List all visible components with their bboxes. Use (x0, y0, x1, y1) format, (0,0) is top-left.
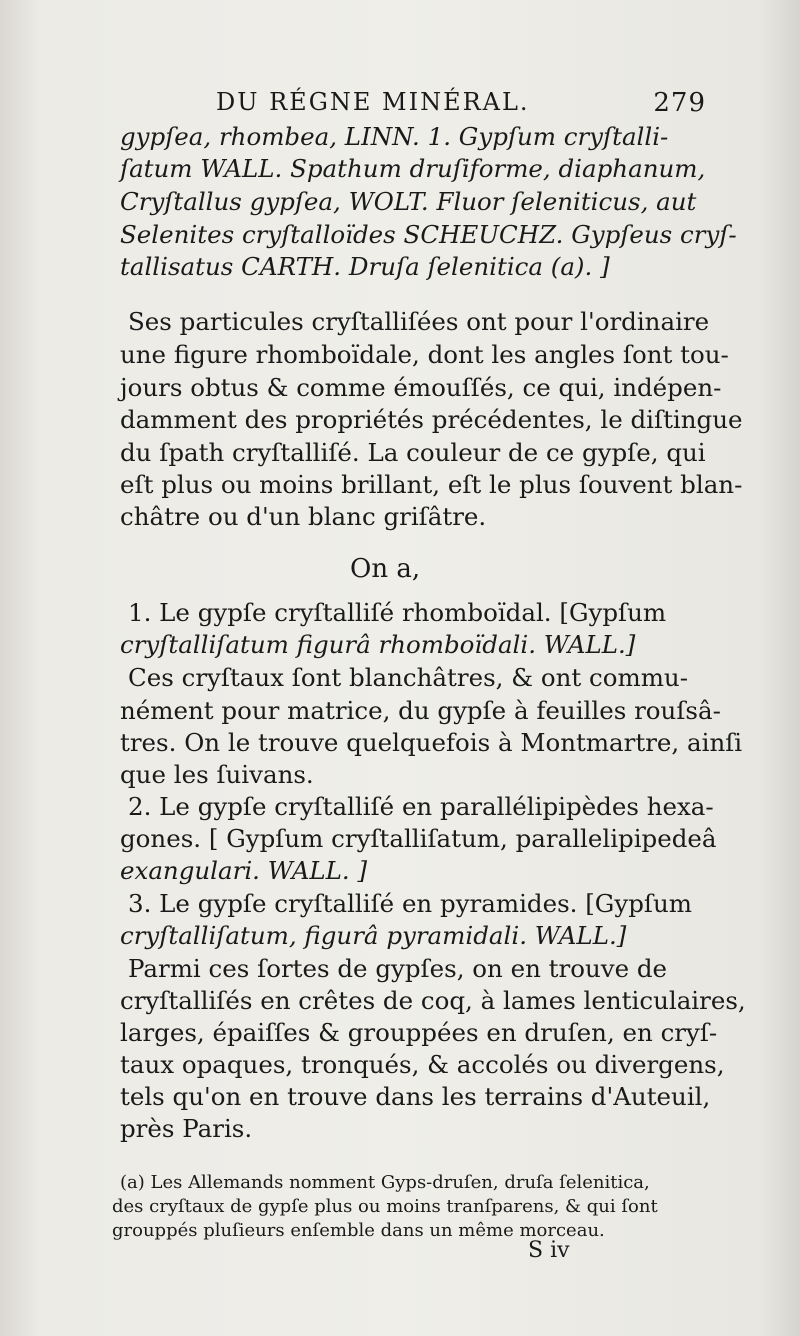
text-line-27: larges, épaiſſes & grouppées en druſen, en cryſ- (120, 1018, 718, 1047)
text-line-20: 2. Le gypſe cryſtalliſé en parallélipipèdes hexa- (128, 792, 714, 821)
text-line-3: Cryſtallus gypſea, WOLT. Fluor ſeleniticus, aut (120, 187, 697, 216)
text-line-8: jours obtus & comme émouſſés, ce qui, indépen- (120, 373, 722, 402)
text-line-25: Parmi ces ſortes de gypſes, on en trouve de (128, 954, 668, 983)
text-line-16: Ces cryſtaux ſont blanchâtres, & ont commu- (128, 663, 688, 692)
text-line-7: une figure rhomboïdale, dont les angles ſont tou- (120, 340, 729, 369)
footnote-line-2: des cryſtaux de gypſe plus ou moins tranſparens, & qui ſont (112, 1196, 658, 1217)
running-title: DU RÉGNE MINÉRAL. (216, 88, 530, 116)
text-line-19: que les ſuivans. (120, 760, 314, 789)
signature-mark: S iv (528, 1238, 570, 1263)
text-line-17: nément pour matrice, du gypſe à feuilles rouſsâ- (120, 696, 721, 725)
text-line-4: Selenites cryſtalloïdes SCHEUCHZ. Gypſeus cryſ- (120, 220, 737, 249)
text-line-30: près Paris. (120, 1114, 253, 1143)
text-line-26: cryſtalliſés en crêtes de coq, à lames lenticulaires, (120, 986, 746, 1015)
text-line-2: ſatum WALL. Spathum druſiforme, diaphanum, (120, 154, 706, 183)
text-line-6: Ses particules cryſtalliſées ont pour l'ordinaire (128, 307, 710, 336)
text-line-28: taux opaques, tronqués, & accolés ou divergens, (120, 1050, 725, 1079)
footnote-line-1: (a) Les Allemands nomment Gyps-druſen, druſa ſelenitica, (120, 1172, 650, 1193)
footnote-line-3: grouppés pluſieurs enſemble dans un même morceau. (112, 1220, 605, 1241)
page-number: 279 (653, 88, 706, 118)
text-line-5: tallisatus CARTH. Druſa ſelenitica (a). ] (120, 252, 610, 281)
text-line-14: 1. Le gypſe cryſtalliſé rhomboïdal. [Gypſum (128, 598, 667, 627)
text-line-23: 3. Le gypſe cryſtalliſé en pyramides. [Gypſum (128, 889, 692, 918)
text-line-10: du ſpath cryſtalliſé. La couleur de ce gypſe, qui (120, 438, 706, 467)
text-line-12: châtre ou d'un blanc griſâtre. (120, 502, 487, 531)
text-line-29: tels qu'on en trouve dans les terrains d'Auteuil, (120, 1082, 711, 1111)
text-line-15: cryſtalliſatum figurâ rhomboïdali. WALL.] (120, 630, 636, 659)
text-line-22: exangulari. WALL. ] (120, 856, 368, 885)
text-line-18: tres. On le trouve quelquefois à Montmartre, ainſi (120, 728, 743, 757)
text-line-21: gones. [ Gypſum cryſtalliſatum, parallelipipedeâ (120, 824, 717, 853)
text-line-11: eſt plus ou moins brillant, eſt le plus ſouvent blan- (120, 470, 743, 499)
text-line-9: damment des propriétés précédentes, le diſtingue (120, 405, 743, 434)
text-line-24: cryſtalliſatum, figurâ pyramidali. WALL.] (120, 921, 627, 950)
text-line-1: gypſea, rhombea, LINN. 1. Gypſum cryſtalli- (120, 122, 669, 151)
section-heading: On a, (350, 554, 421, 584)
